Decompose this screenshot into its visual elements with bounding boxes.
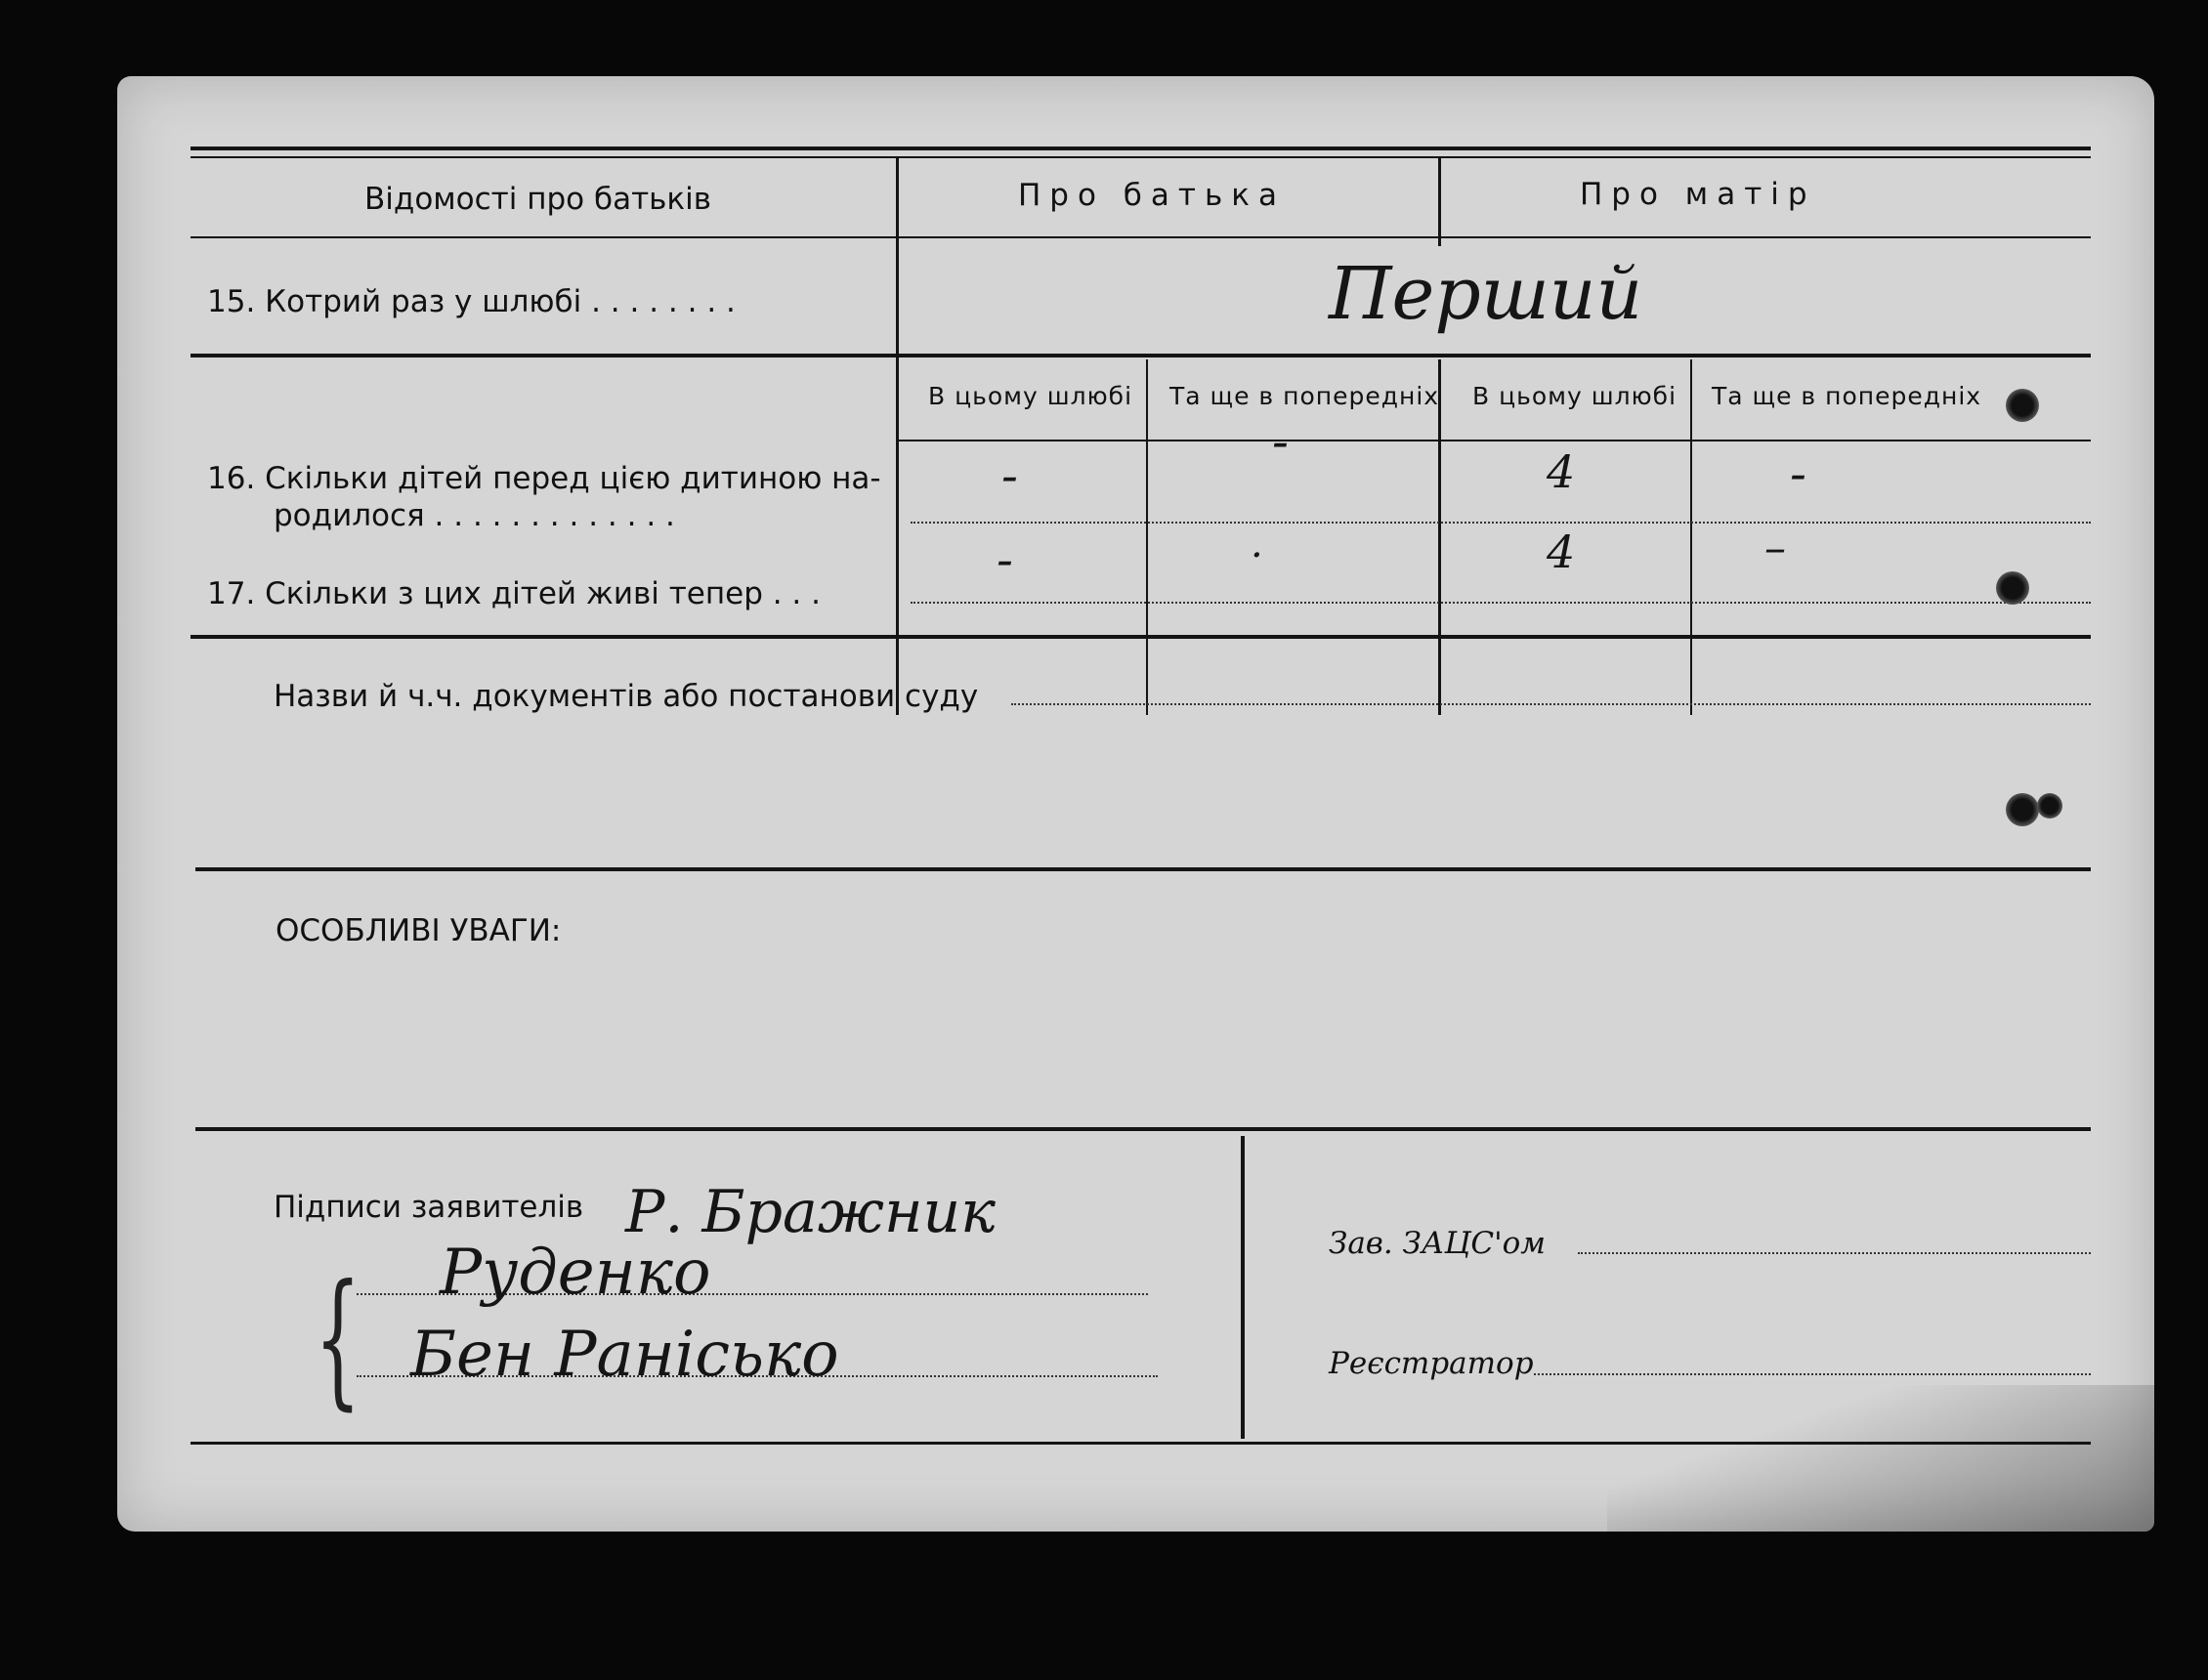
row16-father-this: - [1001,447,1018,504]
row16-mother-prev: - [1790,445,1806,502]
registration-form-sheet [117,76,2154,1532]
notes-bottom-rule [195,1127,2091,1131]
row17-father-this: - [997,531,1013,588]
header-bottom-rule [191,236,2091,238]
col-divider-2 [1438,158,1441,246]
row17-dotted-rule [911,602,2091,604]
subcol-divider-father [1146,359,1148,715]
row15-bottom-rule [191,354,2091,357]
signatures-brace: { [314,1254,361,1424]
paper-stain [1607,1385,2154,1532]
punch-hole-1 [2006,389,2039,422]
header-about-father: Про батька [1018,178,1286,213]
punch-hole-4 [2037,793,2062,819]
head-of-registry-line [1578,1252,2091,1254]
head-of-registry-label: Зав. ЗАЦС'ом [1329,1226,1546,1261]
table-bottom-rule [191,635,2091,639]
subheader-father-prev: Та ще в попередніх [1169,382,1440,410]
col-divider-2b [1438,359,1441,715]
header-parents-info: Відомості про батьків [364,182,712,217]
punch-hole-2 [1996,571,2029,605]
subheader-bottom-rule [899,440,2091,441]
subheader-mother-prev: Та ще в попередніх [1712,382,1982,410]
subcol-divider-mother [1690,359,1692,715]
row15-handwritten-value: Перший [1329,252,1643,336]
signature-3: Бен Ранісько [410,1319,839,1391]
registrar-line [1534,1373,2091,1375]
row17-mother-this: 4 [1547,525,1576,578]
punch-hole-3 [2006,793,2039,826]
bottom-rule [191,1442,2091,1445]
top-rule-thin [191,156,2091,158]
special-notes-label: ОСОБЛИВІ УВАГИ: [276,913,562,948]
row16-mother-this: 4 [1547,445,1576,498]
signature-divider [1241,1136,1245,1439]
subheader-father-this: В цьому шлюбі [928,382,1133,410]
documents-dotted-line [1011,703,2091,705]
row16-label-line1: 16. Скільки дітей перед цією дитиною на- [207,461,881,496]
top-rule-thick [191,147,2091,150]
documents-label: Назви й ч.ч. документів або постанови суду [274,679,979,714]
signatures-label: Підписи заявителів [274,1190,584,1225]
col-divider-1 [896,158,899,715]
row16-label-line2: родилося . . . . . . . . . . . . . [274,498,675,533]
row15-label: 15. Котрий раз у шлюбі . . . . . . . . [207,284,736,319]
row17-father-prev: · [1251,533,1263,578]
row16-father-prev: - [1272,413,1289,470]
row17-label: 17. Скільки з цих дітей живі тепер . . . [207,576,821,611]
documents-bottom-rule [195,867,2091,871]
registrar-label: Реєстратор [1329,1346,1534,1381]
header-about-mother: Про матір [1580,177,1816,212]
signature-2: Руденко [440,1237,711,1309]
signature-1: Р. Бражник [625,1178,996,1246]
subheader-mother-this: В цьому шлюбі [1472,382,1677,410]
row16-dotted-rule [911,522,2091,524]
row17-mother-prev: – [1764,524,1786,573]
